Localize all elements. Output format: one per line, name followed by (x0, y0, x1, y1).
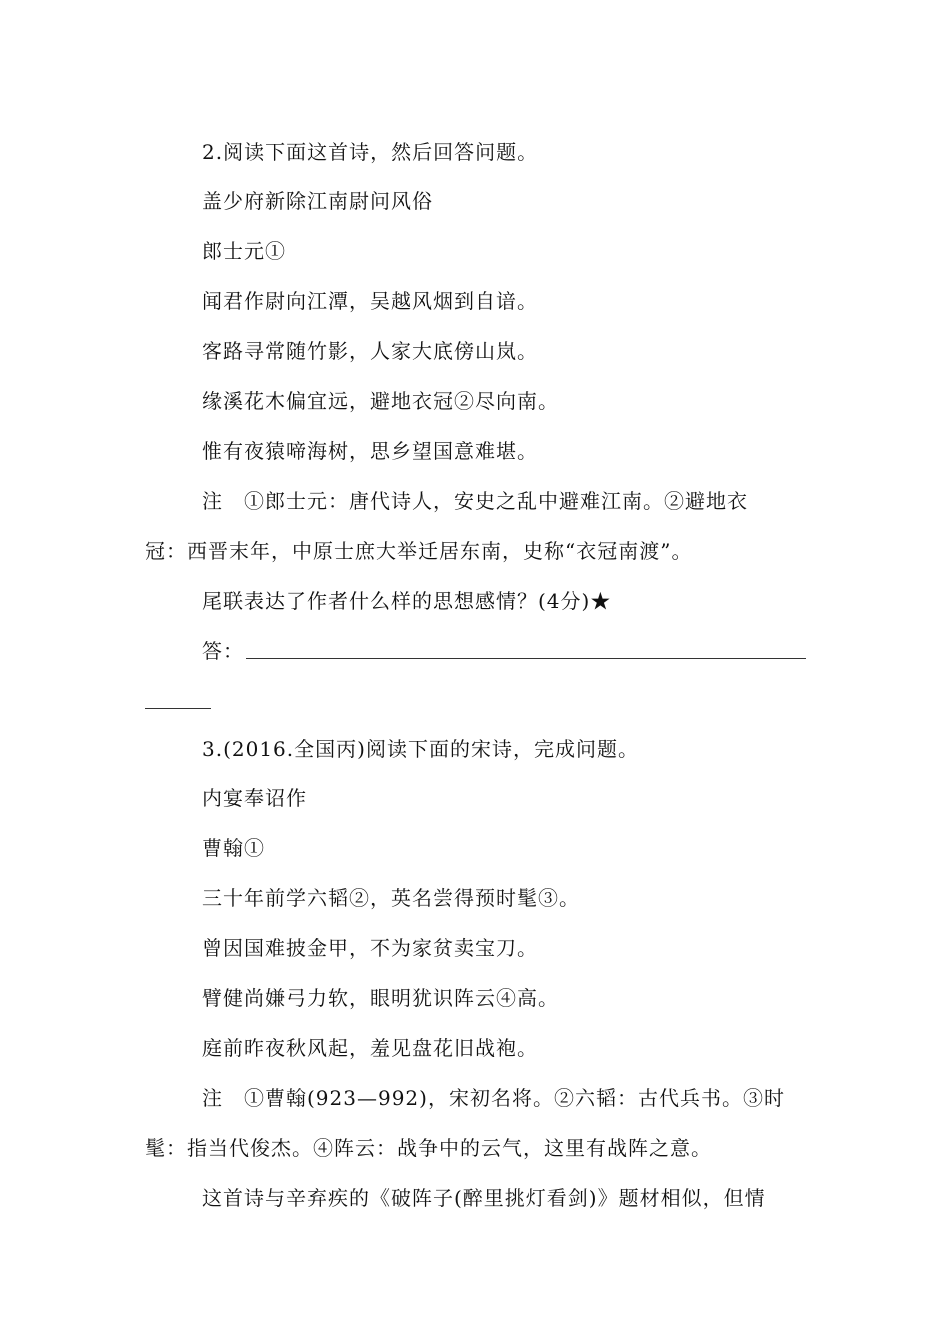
q3-prompt: 3.(2016.全国丙)阅读下面的宋诗，完成问题。 (202, 737, 639, 761)
q3-note-line-2: 髦：指当代俊杰。④阵云：战争中的云气，这里有战阵之意。 (145, 1136, 712, 1160)
q2-poem-line-1: 闻君作尉向江潭，吴越风烟到自谙。 (202, 289, 538, 313)
q2-question: 尾联表达了作者什么样的思想感情？(4分)★ (202, 589, 612, 613)
q2-poem-line-3: 缘溪花木偏宜远，避地衣冠②尽向南。 (202, 389, 559, 413)
q3-poem-line-1: 三十年前学六韬②，英名尝得预时髦③。 (202, 886, 580, 910)
q3-poem-title: 内宴奉诏作 (202, 786, 307, 810)
q3-author: 曹翰① (202, 836, 265, 860)
q3-poem-line-2: 曾因国难披金甲，不为家贫卖宝刀。 (202, 936, 538, 960)
q2-poem-title: 盖少府新除江南尉问风俗 (202, 189, 433, 213)
q2-poem-line-2: 客路寻常随竹影，人家大底傍山岚。 (202, 339, 538, 363)
q3-note-line-1: 注 ①曹翰(923—992)，宋初名将。②六韬：古代兵书。③时 (202, 1086, 785, 1110)
q2-answer-line-continued[interactable] (145, 708, 211, 709)
q2-poem-line-4: 惟有夜猿啼海树，思乡望国意难堪。 (202, 439, 538, 463)
q3-poem-line-4: 庭前昨夜秋风起，羞见盘花旧战袍。 (202, 1036, 538, 1060)
q2-answer-line[interactable] (246, 658, 806, 659)
q2-note-line-2: 冠：西晋末年，中原士庶大举迁居东南，史称“衣冠南渡”。 (145, 539, 693, 563)
q2-note-line-1: 注 ①郎士元：唐代诗人，安史之乱中避难江南。②避地衣 (202, 489, 748, 513)
q2-answer-label: 答： (202, 639, 244, 663)
q2-author: 郎士元① (202, 239, 286, 263)
q2-prompt: 2.阅读下面这首诗，然后回答问题。 (202, 140, 539, 164)
q3-poem-line-3: 臂健尚嫌弓力软，眼明犹识阵云④高。 (202, 986, 559, 1010)
q3-question-start: 这首诗与辛弃疾的《破阵子(醉里挑灯看剑)》题材相似，但情 (202, 1186, 766, 1210)
